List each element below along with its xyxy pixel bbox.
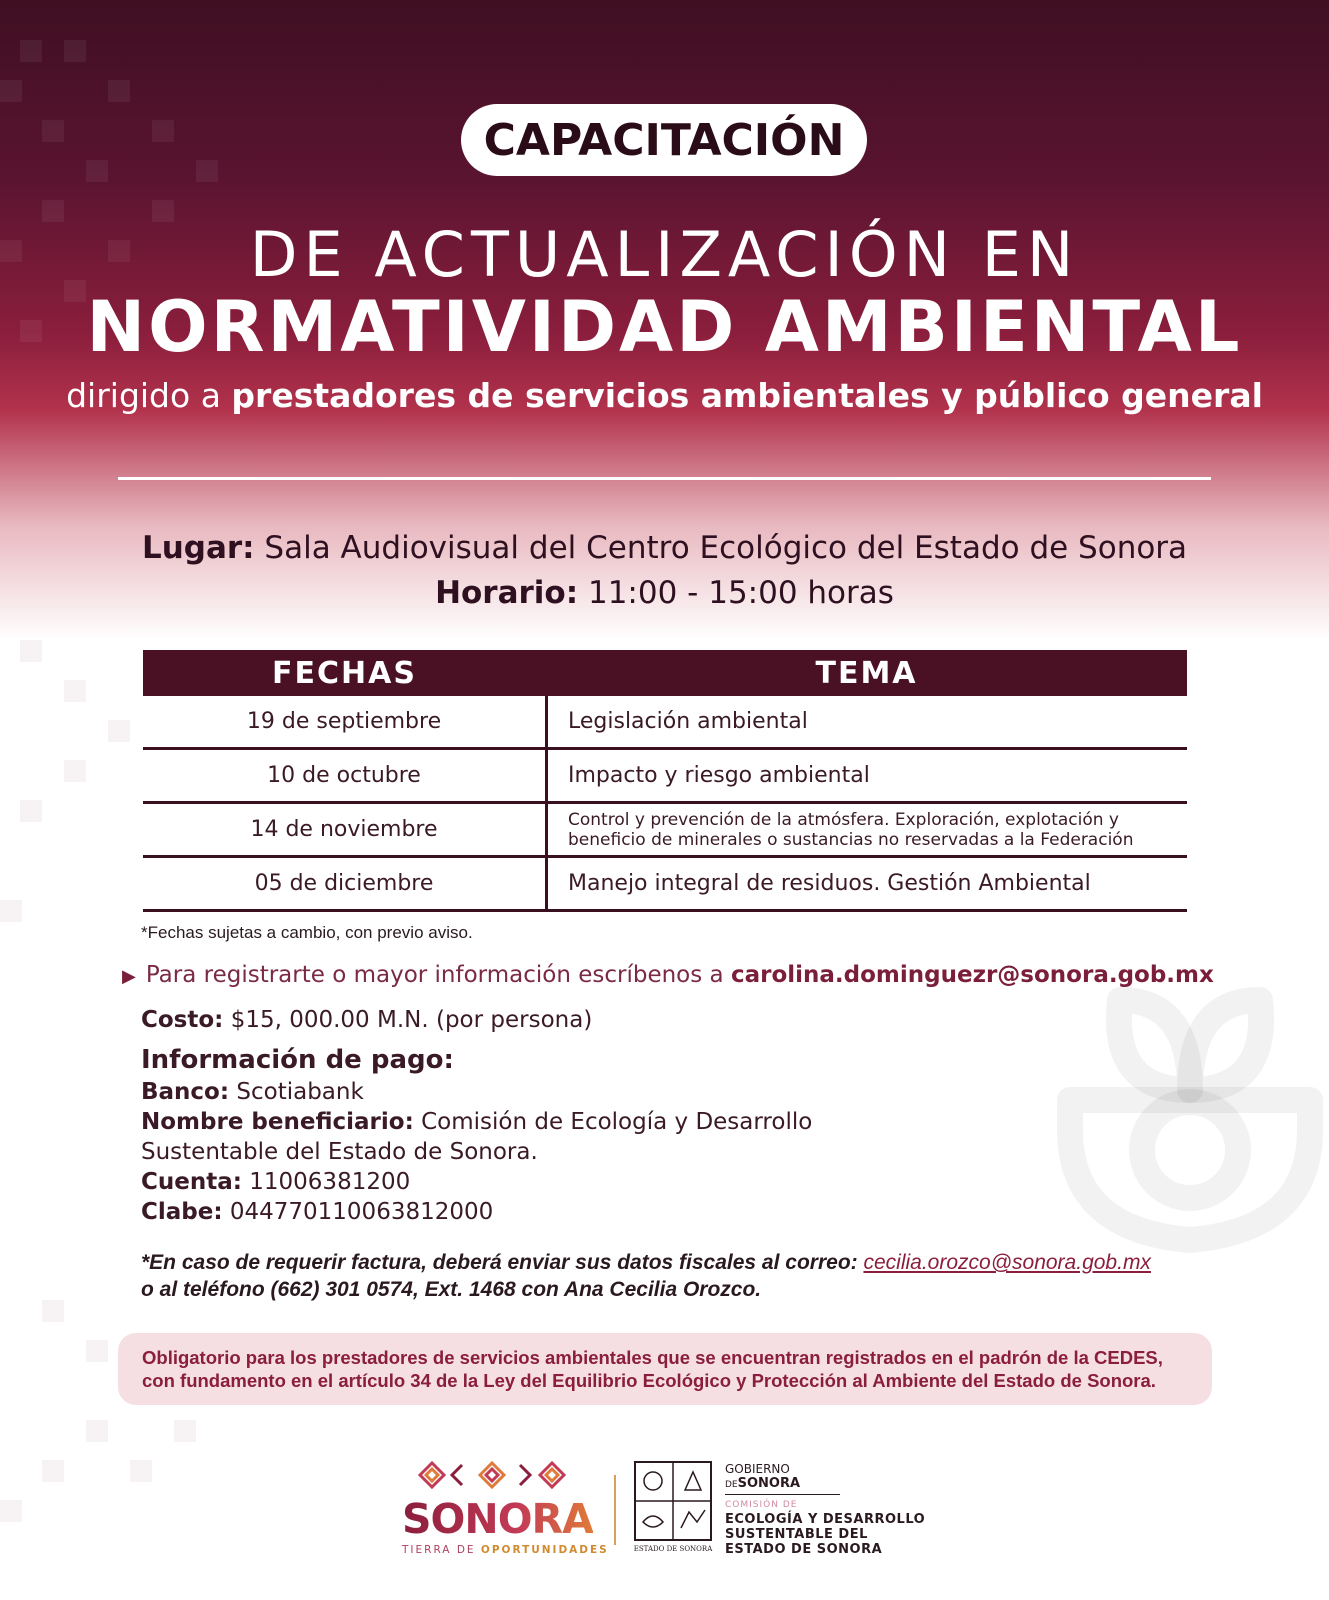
table-row bbox=[143, 696, 1187, 750]
logo-separator bbox=[614, 1475, 616, 1545]
cost-label: Costo: bbox=[141, 1007, 224, 1033]
header-dates: FECHAS bbox=[272, 655, 417, 691]
cedes-name bbox=[725, 1512, 925, 1557]
comision-label: COMISIÓN DE bbox=[725, 1500, 798, 1510]
gob-line-1: GOBIERNO bbox=[725, 1462, 790, 1476]
table-row bbox=[143, 804, 1187, 858]
hours-label: Horario: bbox=[435, 575, 579, 611]
mandatory-line-2: con fundamento en el artículo 34 de la Ley del Equilibrio Ecológico y Protección al Ambiente del Estado de Sonora. bbox=[142, 1370, 1156, 1391]
payment-heading: Información de pago: bbox=[141, 1045, 454, 1075]
sonora-logo-text: SONORA bbox=[402, 1495, 593, 1543]
hours-value: 11:00 - 15:00 horas bbox=[587, 575, 894, 611]
title-line-1: DE ACTUALIZACIÓN EN bbox=[249, 218, 1080, 291]
table-row bbox=[143, 750, 1187, 804]
mandatory-notice bbox=[118, 1333, 1212, 1405]
venue-label: Lugar: bbox=[141, 530, 255, 566]
row-topic-line-1: Control y prevención de la atmósfera. Exploración, explotación y bbox=[568, 809, 1119, 830]
registration-text: Para registrarte o mayor información escríbenos a bbox=[145, 962, 724, 988]
venue-value: Sala Audiovisual del Centro Ecológico del Estado de Sonora bbox=[264, 530, 1188, 566]
row-topic: Manejo integral de residuos. Gestión Ambiental bbox=[568, 871, 1091, 896]
title-line-2: NORMATIVIDAD AMBIENTAL bbox=[86, 286, 1243, 368]
cedes-line-1: ECOLOGÍA Y DESARROLLO bbox=[725, 1512, 926, 1527]
subtitle-audience: prestadores de servicios ambientales y público general bbox=[231, 376, 1263, 415]
row-date: 14 de noviembre bbox=[143, 804, 548, 855]
bank-label: Banco: bbox=[141, 1079, 230, 1105]
play-triangle-icon: ▶ bbox=[122, 966, 136, 987]
audience-subtitle bbox=[0, 376, 1329, 415]
beneficiary-line bbox=[141, 1107, 812, 1137]
government-label bbox=[725, 1462, 800, 1492]
plant-gear-watermark-icon bbox=[1050, 980, 1329, 1280]
account-line bbox=[141, 1167, 812, 1197]
sessions-table bbox=[143, 650, 1187, 912]
row-date: 05 de diciembre bbox=[143, 858, 548, 909]
mandatory-line-1: Obligatorio para los prestadores de servicios ambientales que se encuentran registrados en el padrón de la CEDES, bbox=[142, 1347, 1163, 1368]
beneficiary-label: Nombre beneficiario: bbox=[141, 1109, 414, 1135]
training-badge: CAPACITACIÓN bbox=[461, 104, 867, 176]
dates-disclaimer: *Fechas sujetas a cambio, con previo aviso. bbox=[141, 923, 473, 942]
sonora-tagline bbox=[402, 1544, 609, 1556]
seal-caption: ESTADO DE SONORA bbox=[633, 1545, 713, 1553]
venue-line bbox=[0, 530, 1329, 566]
row-topic: Legislación ambiental bbox=[568, 709, 808, 734]
tagline-part-a: TIERRA DE bbox=[402, 1544, 476, 1556]
gob-divider bbox=[725, 1494, 840, 1495]
row-topic bbox=[548, 804, 1187, 855]
row-date: 10 de octubre bbox=[143, 750, 548, 801]
schedule-hours-line bbox=[0, 575, 1329, 611]
cedes-line-2: SUSTENTABLE DEL bbox=[725, 1527, 868, 1542]
header-divider bbox=[118, 477, 1211, 480]
invoice-text-1: *En caso de requerir factura, deberá enviar sus datos fiscales al correo: bbox=[141, 1251, 858, 1274]
invoice-line-1 bbox=[141, 1249, 1201, 1276]
tagline-part-b: OPORTUNIDADES bbox=[480, 1544, 609, 1556]
clabe-value: 044770110063812000 bbox=[229, 1199, 494, 1225]
payment-info bbox=[141, 1045, 812, 1227]
clabe-label: Clabe: bbox=[141, 1199, 223, 1225]
row-date: 19 de septiembre bbox=[143, 696, 548, 747]
subtitle-prefix: dirigido a bbox=[66, 376, 221, 415]
invoice-email-link[interactable]: cecilia.orozco@sonora.gob.mx bbox=[863, 1251, 1151, 1274]
invoice-text-2: o al teléfono (662) 301 0574, Ext. 1468 con Ana Cecilia Orozco. bbox=[141, 1278, 762, 1301]
cost-line bbox=[141, 1007, 592, 1033]
registration-email-link[interactable]: carolina.dominguezr@sonora.gob.mx bbox=[730, 962, 1214, 988]
table-header bbox=[143, 650, 1187, 696]
gob-de: DE bbox=[725, 1480, 738, 1490]
row-topic-line-2: beneficio de minerales o sustancias no reservadas a la Federación bbox=[568, 829, 1134, 850]
bank-line bbox=[141, 1077, 812, 1107]
state-seal-icon bbox=[633, 1460, 713, 1554]
cost-value: $15, 000.00 M.N. (por persona) bbox=[230, 1007, 593, 1033]
gob-sonora: SONORA bbox=[737, 1476, 801, 1491]
row-topic: Impacto y riesgo ambiental bbox=[568, 763, 870, 788]
beneficiary-value-2: Sustentable del Estado de Sonora. bbox=[141, 1139, 538, 1165]
header-topic: TEMA bbox=[815, 655, 918, 691]
registration-line bbox=[122, 962, 1214, 988]
account-value: 11006381200 bbox=[249, 1169, 411, 1195]
beneficiary-value-1: Comisión de Ecología y Desarrollo bbox=[421, 1109, 813, 1135]
bank-value: Scotiabank bbox=[236, 1079, 364, 1105]
gob-line-2 bbox=[725, 1476, 800, 1492]
clabe-line bbox=[141, 1197, 812, 1227]
table-row bbox=[143, 858, 1187, 912]
cedes-line-3: ESTADO DE SONORA bbox=[725, 1542, 883, 1557]
invoice-note bbox=[141, 1249, 1201, 1303]
account-label: Cuenta: bbox=[141, 1169, 242, 1195]
